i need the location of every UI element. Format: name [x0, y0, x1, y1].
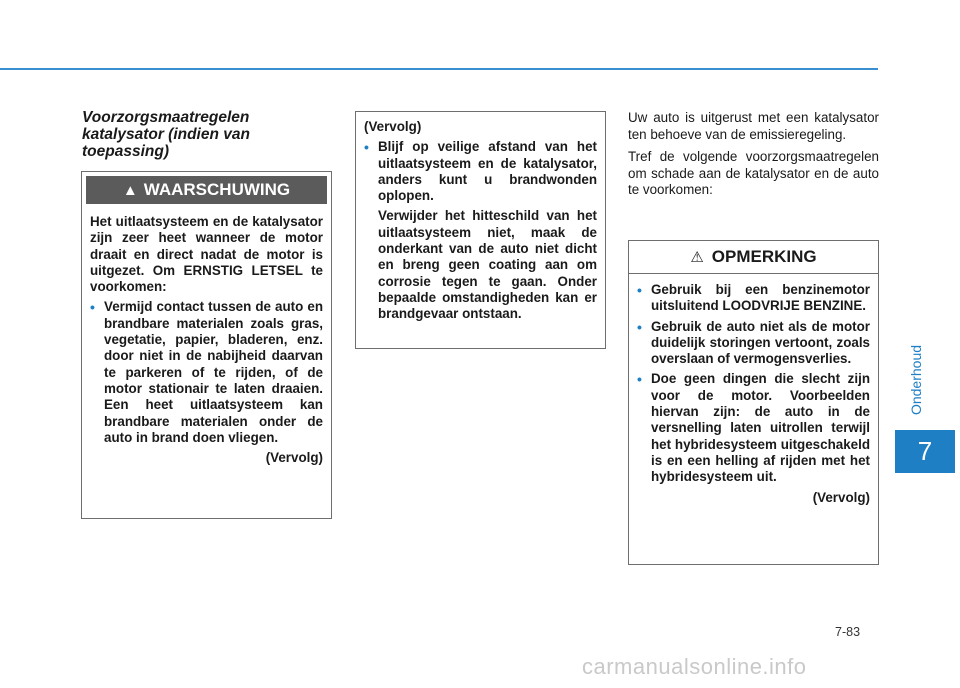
warning-header	[86, 176, 327, 204]
chapter-side-label-text: Onderhoud	[908, 344, 924, 416]
warning-bullet: • Vermijd contact tussen de auto en brandbare materialen zoals gras, vegetatie, papier, bladeren, enz. door niet in de nabijheid daarvan te parkeren of te rijden, of de motor stationair te laten draaien. Een heet uitlaatsysteem kan brandbare materialen onder de auto in brand doen vliegen.	[90, 299, 323, 446]
intro-paragraph-2: Tref de volgende voorzorgsmaatregelen om schade aan de katalysator en de auto te voorkomen:	[628, 149, 879, 197]
continuation-extra: Verwijder het hitteschild van het uitlaatsysteem niet, maak de onderkant van de auto niet dicht en breng geen coating aan om corrosie tegen te gaan. Onder bepaalde omstandigheden kan er brandgevaar ontstaan.	[378, 208, 597, 322]
section-heading: Voorzorgsmaatregelen katalysator (indien van toepassing)	[82, 109, 250, 160]
warning-body	[82, 204, 331, 466]
continuation-body	[356, 112, 605, 323]
note-continued: (Vervolg)	[812, 489, 870, 505]
note-header	[629, 241, 878, 274]
warning-box	[81, 171, 332, 519]
warning-continued: (Vervolg)	[265, 450, 323, 466]
chapter-side-label	[896, 340, 936, 420]
watermark: carmanualsonline.info	[582, 654, 807, 679]
continuation-bullet: • Blijf op veilige afstand van het uitlaatsysteem en de katalysator, anders kunt u brandwonden oplopen.	[364, 139, 597, 204]
note-box	[628, 240, 879, 565]
page-number: 7-83	[835, 625, 861, 639]
caution-triangle-icon: ⚠	[690, 249, 704, 266]
top-rule	[0, 68, 878, 70]
note-bullet: • Gebruik bij een benzinemotor uitsluitend LOODVRIJE BENZINE.	[637, 282, 870, 315]
note-bullet: • Doe geen dingen die slecht zijn voor de motor. Voorbeelden hiervan zijn: de auto in de versnelling laten uitrollen terwijl het hybridesysteem uitgeschakeld is en een helling af rijden met het hybridesysteem uit.	[637, 371, 870, 485]
note-body	[629, 274, 878, 506]
note-header-label: OPMERKING	[711, 247, 817, 266]
continuation-label: (Vervolg)	[364, 119, 422, 134]
continuation-box	[355, 111, 606, 349]
note-bullet: • Gebruik de auto niet als de motor duidelijk storingen vertoont, zoals overslaan of vermogensverlies.	[637, 319, 870, 368]
warning-header-label: WAARSCHUWING	[143, 180, 291, 199]
intro-paragraph-1: Uw auto is uitgerust met een katalysator ten behoeve van de emissieregeling.	[628, 110, 879, 142]
intro-text	[628, 110, 879, 205]
chapter-tab: 7	[895, 430, 955, 473]
warning-intro: Het uitlaatsysteem en de katalysator zijn zeer heet wanneer de motor draait en direct nadat de motor is uitgezet. Om ERNSTIG LETSEL te voorkomen:	[90, 214, 323, 295]
warning-triangle-icon: ▲	[122, 181, 138, 199]
